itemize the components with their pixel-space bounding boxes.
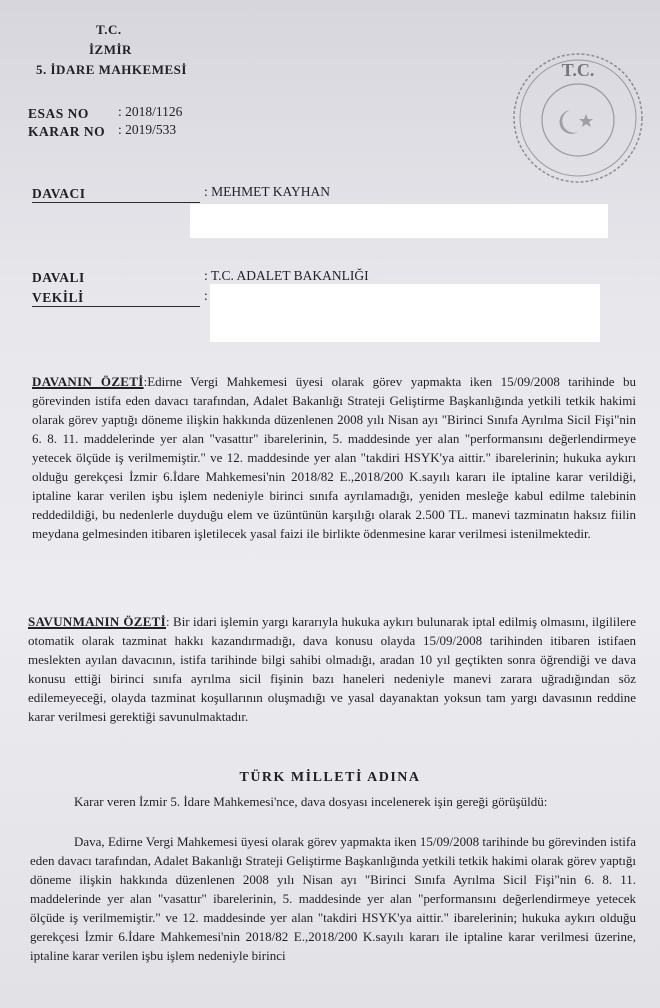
svg-text:T.C.: T.C. (561, 60, 595, 80)
davali-label: DAVALI (32, 270, 85, 285)
davali-value: : T.C. ADALET BAKANLIĞI (204, 268, 369, 283)
davaci-value: : MEHMET KAYHAN (204, 184, 331, 199)
decision-intro: Karar veren İzmir 5. İdare Mahkemesi'nce, dava dosyası incelenerek işin gereği görüşüldü: (74, 794, 548, 809)
vekili-value: : (204, 288, 208, 303)
court-header-name: 5. İDARE MAHKEMESİ (36, 62, 187, 77)
star-icon (579, 114, 593, 127)
redacted-vekili-info (210, 284, 600, 342)
court-header-tc: T.C. (96, 22, 122, 37)
vekili-label: VEKİLİ (32, 290, 200, 307)
davanin-ozeti-section (32, 372, 636, 543)
karar-no-value: : 2019/533 (118, 122, 177, 137)
court-header-city: İZMİR (89, 42, 132, 57)
savunmanin-ozeti-heading: SAVUNMANIN ÖZETİ (28, 614, 166, 629)
turk-milleti-adina-title: TÜRK MİLLETİ ADINA (239, 770, 421, 785)
crescent-icon (560, 110, 578, 134)
official-stamp (508, 48, 648, 188)
davanin-ozeti-text: :Edirne Vergi Mahkemesi üyesi olarak görev yapmakta iken 15/09/2008 tarihinde bu görevinden istifa eden davacı tarafından, Adalet Bakanlığı Strateji Geliştirme Başkanlığında yetkili tetkik hakimi olarak görev yaptığı döneme ilişkin hakkında düzenlenen 2008 yılı Nisan ayı "Birinci Sınıfa Ayrılma Sicil Fişi"nin 6. 8. 11. maddelerinde yer alan "vasattır" ibarelerinin, 5. maddesinde yer alan "performansını değerlendirmeye yetecek ölçüde iş verilmemiştir." ve 12. maddesinde yer alan "takdiri HSYK'ya aittir." ibarelerinin; hukuka aykırı olduğu gerekçesi İzmir 6.İdare Mahkemesi'nin 2018/82 E.,2018/200 K.sayılı kararı ile iptaline karar verildiği, iptaline karar verilen işbu işlem nedeniyle birinci sınıfa ayrılamadığı, yeniden mesleğe kabul edilme talebinin reddedildiği, bu nedenlerle duyduğu elem ve üzüntünün karşılığı olarak 2.500 TL. manevi tazminatın haksız fiilin meydana gelmesinden itibaren işletilecek yasal faizi ile birlikte ödenmesine karar verilmesi istenilmektedir. (32, 374, 637, 541)
davanin-ozeti-heading: DAVANIN ÖZETİ (32, 374, 144, 389)
decision-body: Dava, Edirne Vergi Mahkemesi üyesi olarak görev yapmakta iken 15/09/2008 tarihinde bu görevinden istifa eden davacı tarafından, Adalet Bakanlığı Strateji Geliştirme Başkanlığında yetkili tetkik hakimi olarak görev yaptığı döneme ilişkin hakkında düzenlenen 2008 yılı Nisan ayı "Birinci Sınıfa Ayrılma Sicil Fişi"nin 6. 8. 11. maddelerinde yer alan "vasattır" ibarelerinin, 5. maddesinde yer alan "performansını değerlendirmeye yetecek ölçüde iş verilmemiştir." ve 12. maddesinde yer alan "takdiri HSYK'ya aittir." ibarelerinin; hukuka aykırı olduğu gerekçesi İzmir 6.İdare Mahkemesi'nin 2018/82 E.,2018/200 K.sayılı kararı ile iptaline karar verilmesi üzerine, iptaline karar verilen işbu işlem nedeniyle birinci (30, 834, 636, 963)
esas-no-label: ESAS NO (28, 106, 89, 121)
savunmanin-ozeti-section (28, 612, 636, 726)
savunmanin-ozeti-text: : Bir idari işlemin yargı kararıyla hukuka aykırı bulunarak iptal edilmiş olmasını, ilgililere otomatik olarak tazminat hakkı kazandırmadığı, dava konusu olayda 15/09/2008 tarihinden itibaren istifaen meslekten ayılan davacının, istifa tarihinde bilgi sahibi olmadığı, aradan 10 yıl geçtikten sonra öğrendiği ve dava konusu ettiği birinci sınıfa ayrılma sicil fişinin bazı haneleri nedeniyle manevi zarara uğradığından söz edilemeyeceği, olayda tazminat koşullarının oluşmadığı ve yasal dayanaktan yoksun tam yargı davasının reddine karar verilmesi gerektiği savunulmaktadır. (28, 614, 636, 724)
esas-no-value: : 2018/1126 (118, 104, 183, 119)
davaci-label: DAVACI (32, 186, 200, 203)
redacted-davaci-address (190, 204, 608, 238)
karar-no-label: KARAR NO (28, 124, 106, 139)
